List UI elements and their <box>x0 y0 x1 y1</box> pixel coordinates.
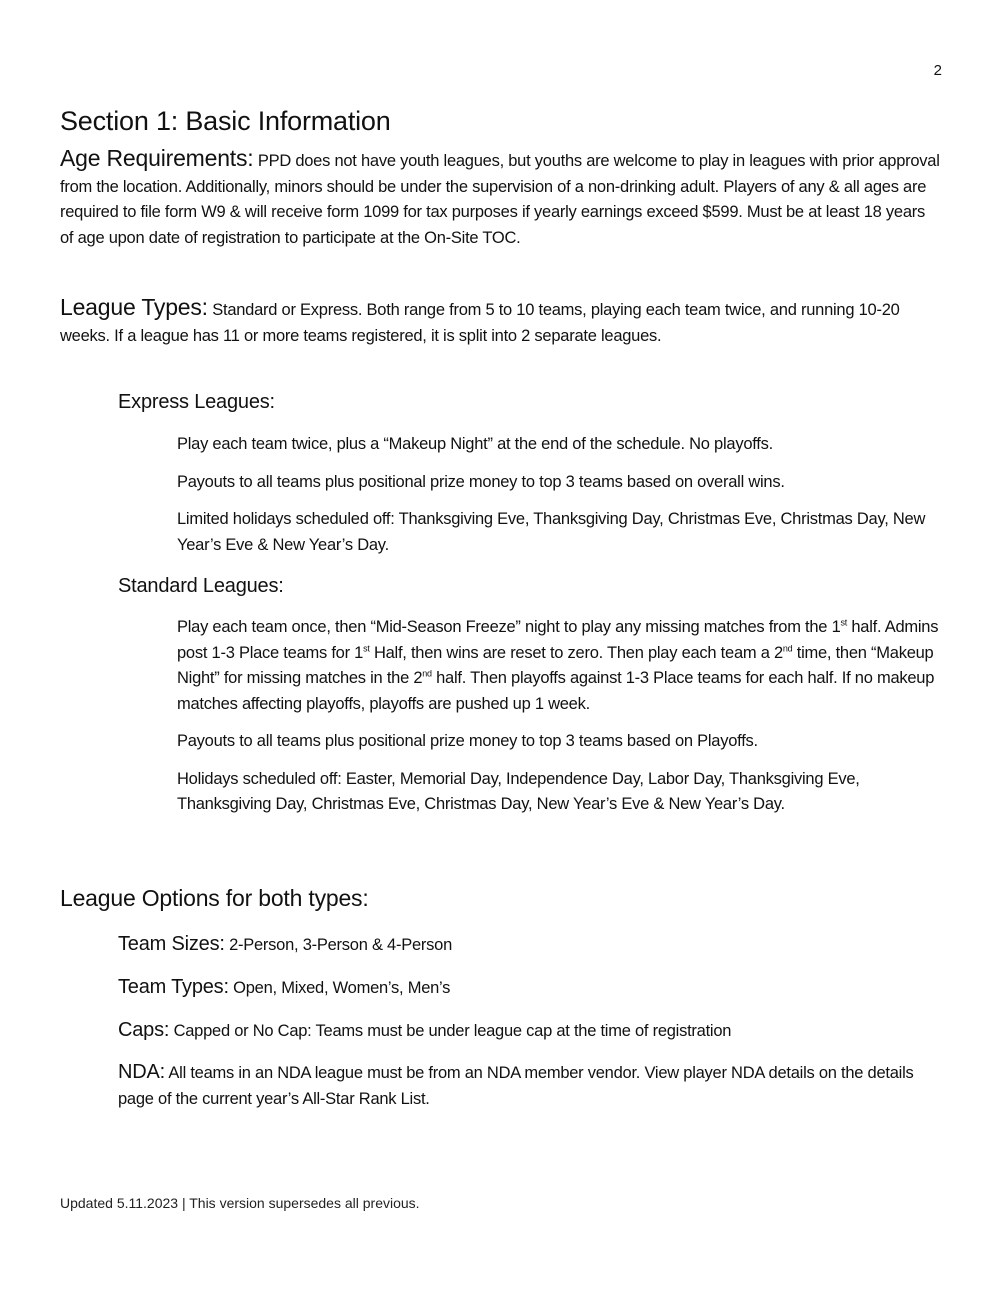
express-p1: Play each team twice, plus a “Makeup Night” at the end of the schedule. No playoffs. <box>177 435 773 453</box>
sup: nd <box>422 668 432 679</box>
options-title: League Options for both types: <box>60 885 369 911</box>
option-text: Capped or No Cap: Teams must be under league cap at the time of registration <box>169 1022 732 1040</box>
text: half. Then playoffs against 1-3 Place teams for each half. If no makeup matches affecting playoffs, playoffs are pushed up 1 week. <box>177 669 935 713</box>
age-text: PPD does not have youth leagues, but youths are welcome to play in leagues with prior approval from the location. Additionally, minors should be under the supervision of a non-drinking adult. Players of any & all ages are required to file form W9 & will receive form 1099 for tax purposes if yearly earnings exceed $599. Must be at least 18 years of age upon date of registration to participate at the On-Site TOC. <box>60 152 940 247</box>
page-number: 2 <box>933 62 942 79</box>
age-label: Age Requirements: <box>60 145 254 171</box>
league-types <box>60 295 930 349</box>
league-types-label: League Types: <box>60 294 208 320</box>
express-title: Express Leagues: <box>118 391 275 413</box>
option-label: Team Sizes: <box>118 933 225 955</box>
express-p2: Payouts to all teams plus positional prize money to top 3 teams based on overall wins. <box>177 472 785 491</box>
standard-paragraphs <box>177 615 952 830</box>
sup: st <box>363 643 370 653</box>
text: time, then “Makeup Night” for missing matches in the 2 <box>177 643 934 687</box>
option-caps <box>118 1018 918 1045</box>
option-team-sizes <box>118 932 918 959</box>
age-requirements <box>60 146 940 251</box>
section-title: Section 1: Basic Information <box>60 106 391 136</box>
standard-title: Standard Leagues: <box>118 575 284 597</box>
standard-p3: Holidays scheduled off: Easter, Memorial Day, Independence Day, Labor Day, Thanksgiving Eve, Thanksgiving Day, Christmas Eve, Christmas Day, New Year’s Eve & New Year’s Day. <box>177 769 860 813</box>
text: Play each team once, then “Mid-Season Freeze” night to play any missing matches from the 1 <box>177 618 841 636</box>
option-text: All teams in an NDA league must be from an NDA member vendor. View player NDA details on the details page of the current year’s All-Star Rank List. <box>118 1064 914 1108</box>
league-types-text: Standard or Express. Both range from 5 to 10 teams, playing each team twice, and running 10-20 weeks. If a league has 11 or more teams registered, it is split into 2 separate leagues. <box>60 301 900 345</box>
option-label: Caps: <box>118 1019 170 1041</box>
option-team-types <box>118 975 918 1002</box>
standard-p2: Payouts to all teams plus positional prize money to top 3 teams based on Playoffs. <box>177 732 758 750</box>
express-p3: Limited holidays scheduled off: Thanksgiving Eve, Thanksgiving Day, Christmas Eve, Christmas Day, New Year’s Eve & New Year’s Day. <box>177 510 926 554</box>
sup: nd <box>782 643 793 653</box>
option-nda <box>118 1060 918 1112</box>
sup: st <box>840 617 848 628</box>
footer-note: Updated 5.11.2023 | This version supersedes all previous. <box>60 1195 420 1211</box>
text: Half, then wins are reset to zero. Then play each team a 2 <box>369 643 783 662</box>
option-label: NDA: <box>118 1061 165 1083</box>
option-label: Team Types: <box>118 976 229 998</box>
option-text: 2-Person, 3-Person & 4-Person <box>224 936 453 954</box>
option-text: Open, Mixed, Women’s, Men’s <box>228 979 451 997</box>
express-paragraphs <box>177 432 947 570</box>
text: half. Admins post 1-3 Place teams for 1 <box>177 618 939 662</box>
standard-p1 <box>177 615 952 717</box>
